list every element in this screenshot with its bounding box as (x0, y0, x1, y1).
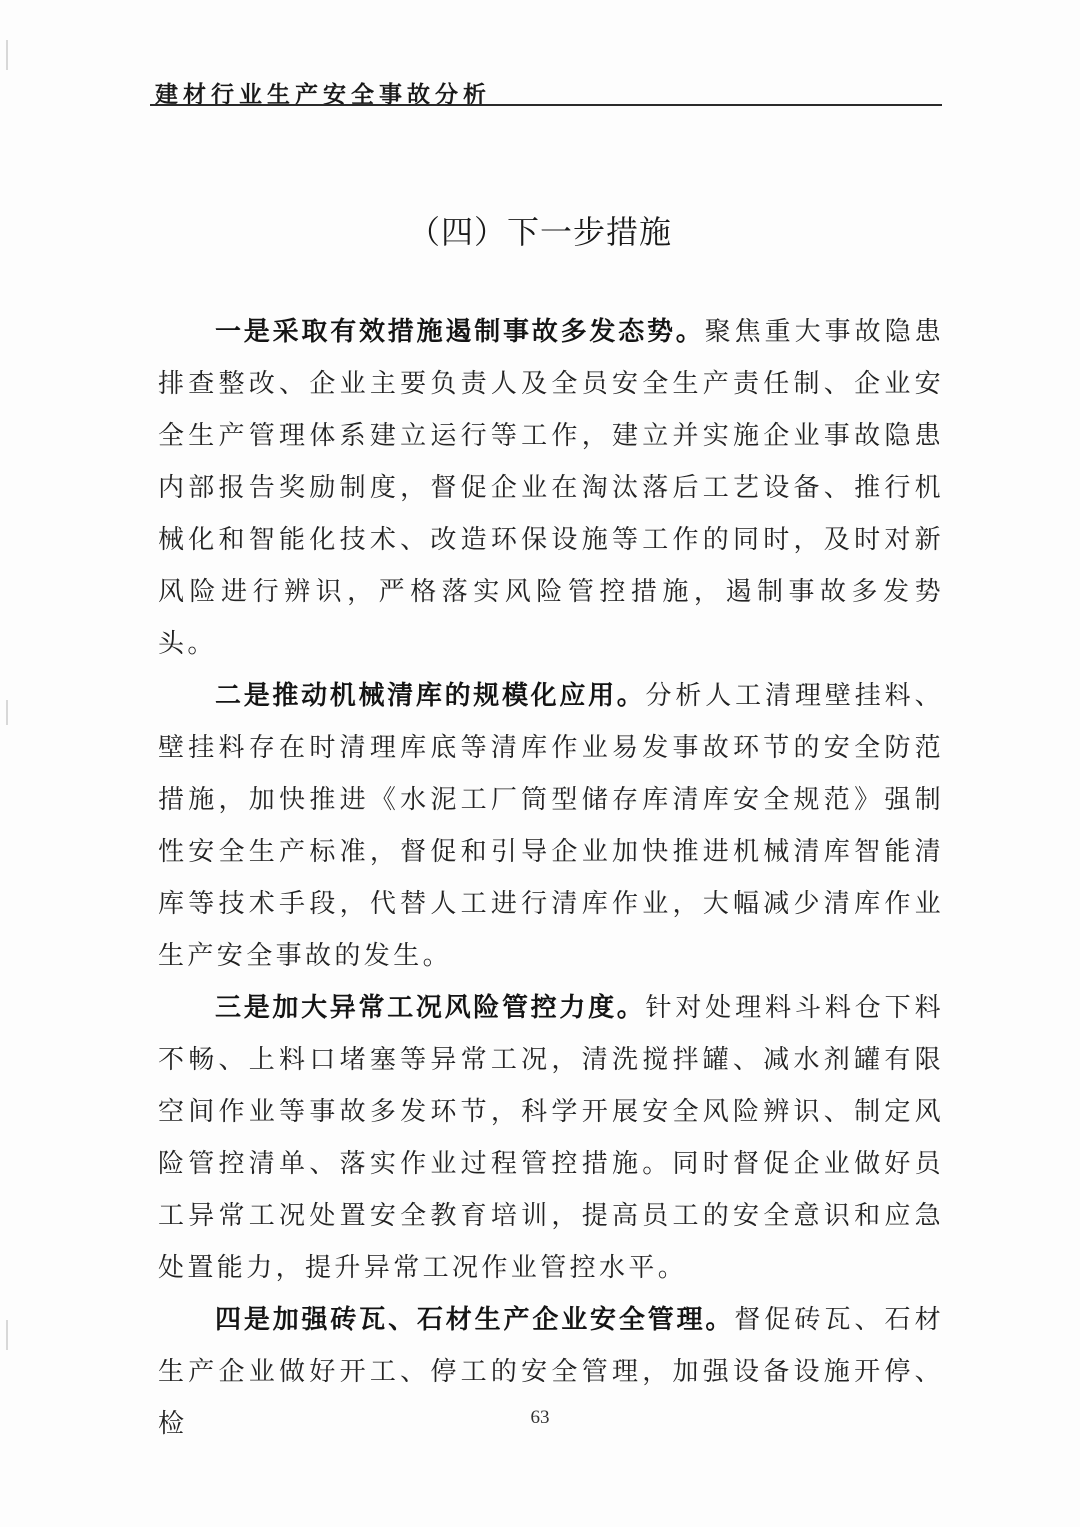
paragraph-1 (158, 306, 944, 670)
paragraph-text: 督促砖瓦、石材生产企业做好开工、停工的安全管理，加强设备设施开停、检 (158, 1305, 944, 1439)
binding-edge-mark (6, 700, 8, 725)
paragraph-2 (158, 670, 944, 982)
binding-edge-mark (6, 40, 8, 70)
paragraph-text: 针对处理料斗料仓下料不畅、上料口堵塞等异常工况，清洗搅拌罐、减水剂罐有限空间作业等事故多发环节，科学开展安全风险辨识、制定风险管控清单、落实作业过程管控措施。同时督促企业做好员工异常工况处置安全教育培训，提高员工的安全意识和应急处置能力，提升异常工况作业管控水平。 (158, 993, 944, 1283)
body-text (158, 306, 944, 1450)
paragraph-lead: 三是加大异常工况风险管控力度。 (215, 993, 646, 1023)
paragraph-lead: 二是推动机械清库的规模化应用。 (215, 681, 646, 711)
header-divider (150, 104, 942, 106)
paragraph-lead: 四是加强砖瓦、石材生产企业安全管理。 (215, 1305, 735, 1335)
binding-edge-mark (6, 1320, 8, 1350)
paragraph-lead: 一是采取有效措施遏制事故多发态势。 (215, 317, 705, 347)
page-number: 63 (530, 1407, 550, 1428)
section-title: （四）下一步措施 (407, 213, 672, 251)
paragraph-3 (158, 982, 944, 1294)
paragraph-text: 分析人工清理壁挂料、壁挂料存在时清理库底等清库作业易发事故环节的安全防范措施，加快推进《水泥工厂筒型储存库清库安全规范》强制性安全生产标准，督促和引导企业加快推进机械清库智能清库等技术手段，代替人工进行清库作业，大幅减少清库作业生产安全事故的发生。 (158, 681, 944, 971)
paragraph-text: 聚焦重大事故隐患排查整改、企业主要负责人及全员安全生产责任制、企业安全生产管理体系建立运行等工作，建立并实施企业事故隐患内部报告奖励制度，督促企业在淘汰落后工艺设备、推行机械化和智能化技术、改造环保设施等工作的同时，及时对新风险进行辨识，严格落实风险管控措施，遏制事故多发势头。 (158, 317, 945, 659)
running-header-title: 建材行业生产安全事故分析 (155, 82, 491, 108)
